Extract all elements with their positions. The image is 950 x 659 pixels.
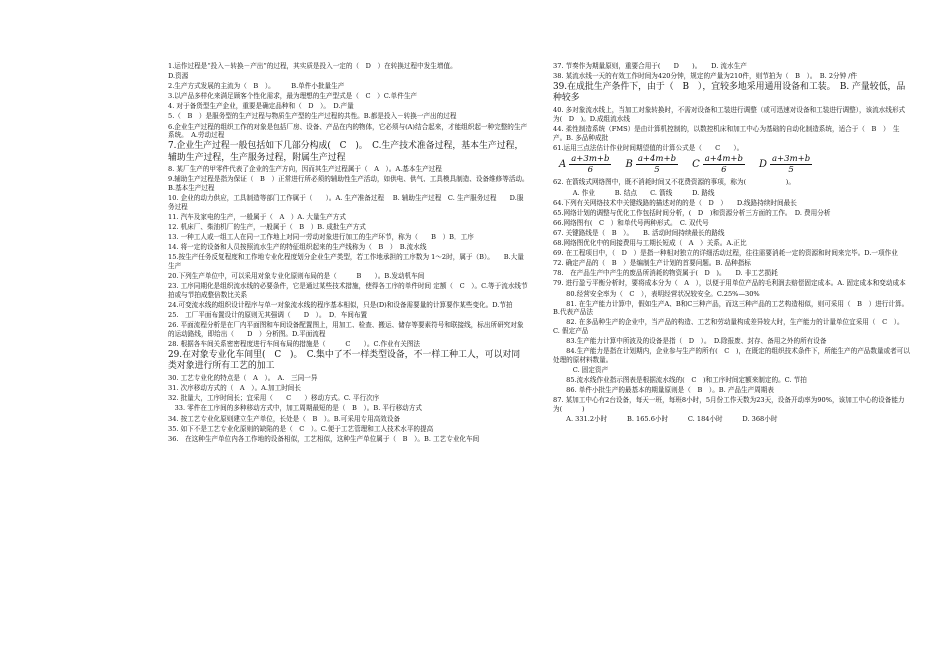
question-item: 25. 工厂平面布置设计的原则无其强调（ D ）。 D．车间布置 [168,311,368,320]
question-item: A. 作业 B. 结点 C. 箭线 D. 路线 [553,188,715,197]
question-item: 11. 汽车及家电的生产，一般属于（ A ）A. 大量生产方式 [168,213,346,222]
question-item: 87. 某加工中心有2台设备，每天一班，每班8小时，5月份工作天数为23天，设备开动率为90%，该加工中心的设备能力为( ) [553,396,905,414]
question-item: 39.在成批生产条件下，由于（ B ），宜较多地采用通用设备和工装。 B. 产量较低，品种较多 [553,82,906,104]
question-item: 31. 次序移动方式的（ A ）。A.加工时间长 [168,384,301,393]
question-item: 7.企业生产过程一般包括如下几部分构成( C )。 C.生产技术准备过程，基本生产过程，辅助生产过程，生产服务过程，附属生产过程 [168,141,524,163]
question-item: 14. 将一定的设备和人员按照流水生产的特征组织起来的生产线称为（ B ） B.流水线 [168,243,427,252]
formula-option [692,154,745,175]
right-column-top [553,62,910,152]
question-item: 35. 如下不是工艺专业化原则的缺陷的是（ C ）。C.便于工艺管理和工人技术水平的提高 [168,424,434,433]
formula-numerator: a+3m+b [771,154,811,165]
question-item: 67. 关键路线是（ B ）。 B. 活动时间持续最长的路线 [553,228,725,237]
question-item: 82. 在多品种生产的企业中，当产品的构造、工艺和劳动量构成差异较大时，生产能力的计量单位宜采用（ C ）。 C. 假定产品 [553,318,907,336]
question-item: 64.下列有关网络技术中关键线路的描述对的的是（ D ） D.线路持续时间最长 [553,198,797,207]
question-item: 1.运作过程是“投入－转换－产出”的过程，其实质是投入一定的（ D ）在转换过程中发生增值。 [168,62,457,70]
question-item: 10. 企业的动力供应，工具制造等部门工作属于（ ）。A. 生产准备过程 B. 辅助生产过程 C. 生产服务过程 D.服务过程 [168,194,524,211]
formula-fraction [569,154,611,175]
formula-option [559,154,611,175]
formula-numerator: a+3m+b [571,154,610,165]
formula-option [759,154,812,175]
question-item: 30. 工艺专业化的特点是（ A ）。 A. 三同一异 [168,374,318,383]
formula-option-letter: B [625,159,633,171]
question-item: 80.经营安全率为（ C ），表明经营状况较安全。C.25%—30% [553,289,760,298]
question-item: 66.网络图有( C ）和单代号两种形式。 C. 双代号 [553,218,709,227]
question-item: 69. 在工程项目中，（ D ）是指一种相对独立的详细活动过程，往往需要消耗一定的资源和时间来完毕。D.一项作业 [553,249,898,258]
formula-denominator: 5 [654,165,660,176]
right-column-bottom [553,178,910,423]
formula-option-letter: A [559,159,567,171]
question-item: 79. 进行盈亏平衡分析时，要将成本分为（ A ），以便于用单位产品的毛利润去赔偿固定成本。A. 固定成本和变动成本 [553,279,906,288]
formula-numerator: a+4m+b [637,154,677,165]
left-column [168,62,532,445]
question-item: 34. 按工艺专业化原则建立生产单位，长处是（ B ）。B.可采用专用高效设备 [168,414,401,423]
question-item: 37. 节奏作为期量原则，重要合用于( D )。 D. 流水生产 [553,62,747,70]
right-column [553,62,910,425]
formula-option [625,154,678,175]
question-item: 32. 批量大，工序时间长；宜采用（ C ）移动方式。C. 平行次序 [168,394,380,403]
question-item: 84.生产能力是指在计划期内，企业参与生产的所有( C )，在既定的组织技术条件下，所能生产的产品数量或者可以处理的原材料数量。 [553,347,910,364]
question-item: 61.运用三点法估计作业时间期望值的计算公式是（ C ）。 [553,143,744,152]
question-item: 28. 根据各车间关系密密程度进行车间布局的措施是（ C ）。C.作业有关图法 [168,340,421,349]
question-item: 65.网络计划的调整与优化工作包括时间分析，( D )和资源分析三方面的工作。 D. 费用分析 [553,208,831,217]
question-item: 26. 平面流程分析是在厂内平面图和车间设备配置图上，用加工、检查、搬运、储存等要素符号和联接线，标出所研究对象的运动路线，即给出（ D ）分析图。D.平面流程 [168,321,524,338]
question-item: 8. 某厂生产的甲零件代表了企业的生产方向，因而其生产过程属于（ A ）。A.基本生产过程 [168,165,442,174]
question-item: 24.可变流水线的组织设计程序与单一对象流水线的程序基本相似，只是(D)和设备需要量的计算要作某些变化。D.节拍 [168,301,513,310]
formula-denominator: 6 [721,165,727,176]
formula-option-letter: C [692,159,700,171]
question-item: 40. 多对象流水线上，当加工对象转换时，不需对设备和工装进行调整（或可迅速对设备和工装进行调整），该流水线形式为( D )。D.成组流水线 [553,106,906,123]
question-item: 72. 确定产品的（ B ）是编制生产计划的首要问题。B. 品种指标 [553,259,751,268]
question-item: 81. 在生产能力计算中，假如生产A、B和C三种产品，而这三种产品的工艺构造相似，则可采用（ B ）进行计算。B.代表产品法 [553,299,909,317]
question-item: A. 331.2小时 B. 165.6小时 C. 184小时 D. 368小时 [553,415,778,424]
question-item: 23. 工序同期化是组织流水线的必要条件，它是通过某些技术措施，使得各工序的单件时间 定额（ C ）。C.等于流水线节拍或与节拍成整倍数比关系 [168,282,528,300]
question-item: 3.以产品多样化来满足顾客个性化需求，最为理想的生产型式是（ C ）C.单件生产 [168,92,418,101]
question-item: 86. 单件小批生产的最基本的期量原则是（ B ）。B. 产品生产周期表 [553,386,774,395]
formula-numerator: a+4m+b [704,154,743,165]
question-item: 33. 零件在工序间的多种移动方式中，加工周期最短的是（ B ）。B. 平行移动方式 [168,404,422,413]
question-item: 9.辅助生产过程是指为保证（ B ）正常进行所必须的辅助性生产活动，如供电、供气、工具模具制造、设备维修等活动。 B.基本生产过程 [168,175,532,193]
question-item: 38. 某流水线一天的有效工作时间为420分钟，规定的产量为210件，则节拍为（ B ）。 B. 2分钟 /件 [553,72,858,81]
question-item: 78. 在产品生产中产生的废品所消耗的物资属于( D )。 D. 非工艺损耗 [553,269,778,278]
question-item: 44. 柔性制造系统（FMS）是由计算机控制的，以数控机床和加工中心为基础的自动化制造系统，适合于（ B ） 生产。B. 多品种成批 [553,124,900,142]
formula-fraction [636,154,678,175]
question-item: 13. 一种工人或一组工人在同一工作地上对同一劳动对象进行加工的生产环节，称为（ B ）B．工序 [168,233,474,242]
question-item: C. 固定资产 [553,366,609,375]
question-item: 85.流水线作业指示图表是根据流水线的( C )和工序时间定额来制定的。C. 节拍 [553,376,807,385]
formula-fraction [770,154,812,175]
question-item: 20.下列生产单位中，可以采用对象专业化原则布局的是（ B ）。B.发动机车间 [168,272,425,281]
formula-option-letter: D [758,159,767,171]
formula-denominator: 5 [788,165,794,176]
question-item: 83.生产能力计算中所波及的设备是指（ D ）。 D.除报废、封存、备用之外的所有设备 [553,337,827,346]
formula-denominator: 6 [587,165,594,176]
question-item: D.资源 [168,72,189,81]
formula-options [559,154,910,175]
question-item: 2.生产方式发展的主流为（ B ）。 B.单件小批量生产 [168,82,345,91]
question-item: 12. 机床厂、柴油机厂的生产，一般属于（ B ）B. 成批生产方式 [168,223,366,232]
question-item: 62. 在箭线式网络图中，既不消耗时间又不花费资源的事项，称为( )。 [553,178,795,187]
question-item: 5.（ B ）是服务型的生产过程与物质生产型的生产过程的共性。B.都是投入－转换一产出的过程 [168,112,457,121]
question-item: 36. 在这种生产单位内各工作地的设备相似，工艺相似，这种生产单位属于（ B ）。B. 工艺专业化车间 [168,434,480,443]
question-item: 68.网络图优化中的间接费用与工期长短成（ A ）关系。A.正比 [553,239,747,248]
question-item: 29.在对象专业化车间里( C )。 C.集中了不一样类型设备，不一样工种工人，可以对同类对象进行所有工艺的加工 [168,350,521,372]
formula-fraction [703,154,745,175]
question-item: 6.企业生产过程的组织工作的对象是包括厂房、设备、产品在内的物体，它必须与(A)结合起来，才能组织起一种完整的生产系统。 A.劳动过程 [168,122,528,140]
question-item: 4. 对于备货型生产企业，重要是确定品种和（ D ）。 D.产量 [168,102,354,111]
question-item: 15.按生产任务反复程度和工作地专业化程度划分企业生产类型，若工作地承担的工序数为 1～2时，属于（B）。 B.大量生产 [168,253,524,271]
